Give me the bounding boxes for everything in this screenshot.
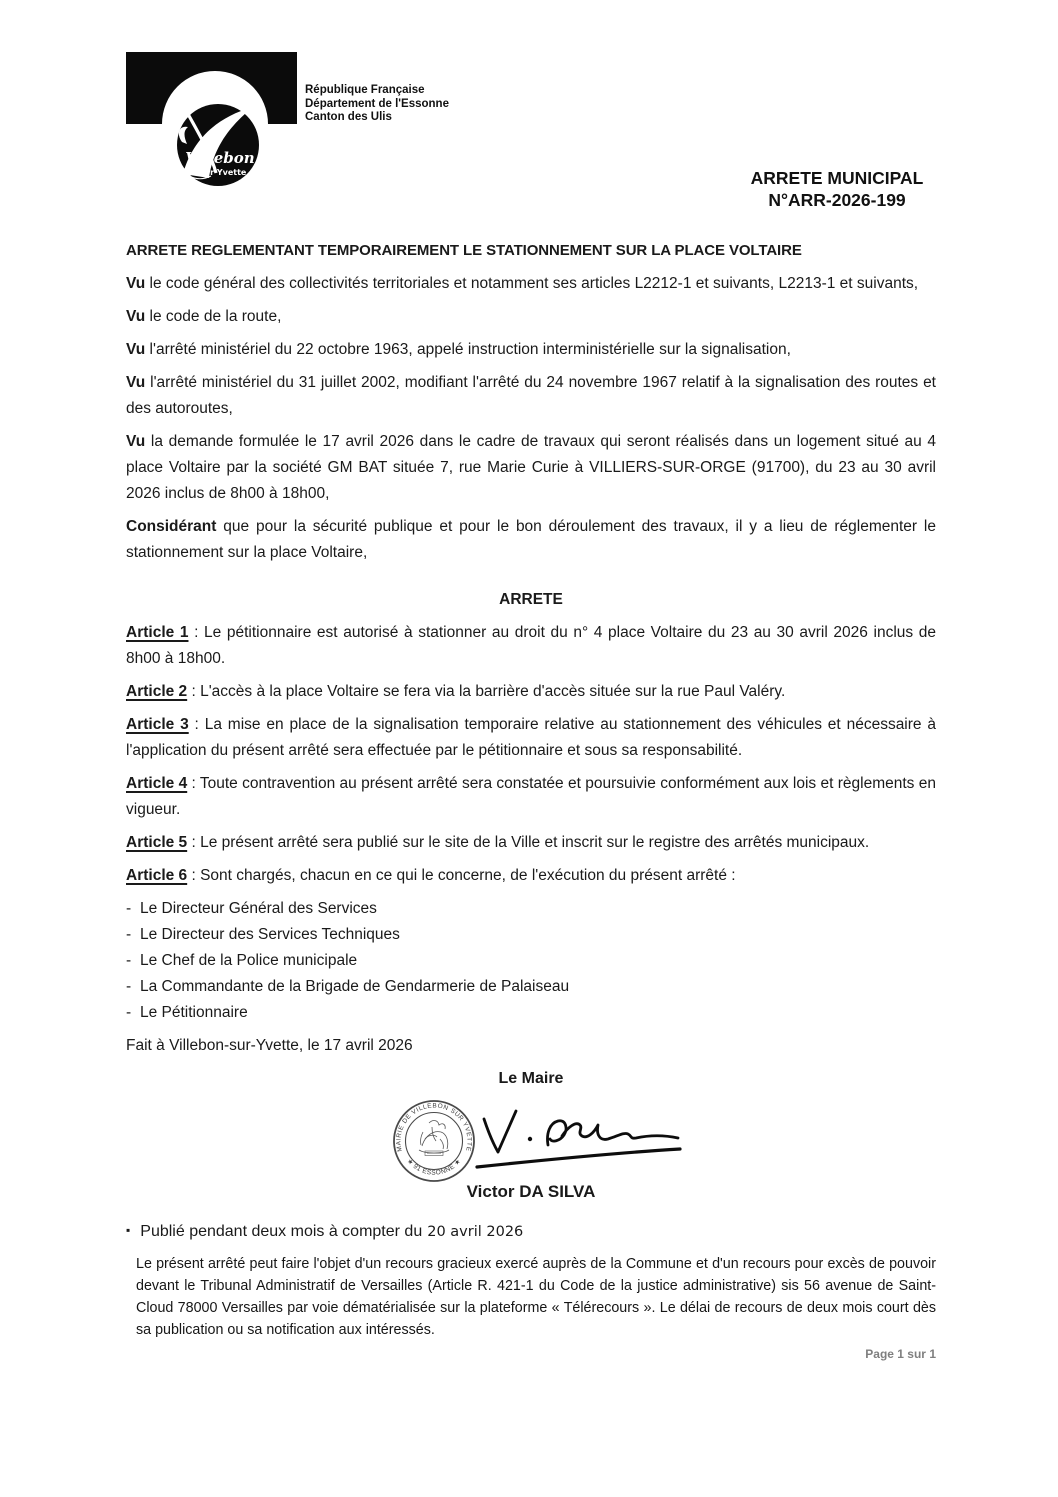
delegate-text: Le Directeur des Services Techniques [140, 926, 400, 943]
list-dash: - [126, 978, 132, 995]
article-1 [126, 620, 936, 672]
recital-text: la demande formulée le 17 avril 2026 dans le cadre de travaux qui seront réalisés dans un logement situé au 4 place Voltaire par la société GM BAT située 7, rue Marie Curie à VILLIERS-SUR-ORGE (91700), du 23 au 30 avril 2026 inclus de 8h00 à 18h00, [126, 433, 936, 502]
recital-lead: Vu [126, 341, 146, 358]
publication-date: 20 avril 2026 [427, 1224, 524, 1240]
mayor-signature [474, 1105, 684, 1177]
publication-text: Publié pendant deux mois à compter du [140, 1223, 423, 1240]
document-body [126, 238, 936, 1369]
recital-text: l'arrêté ministériel du 31 juillet 2002, modifiant l'arrêté du 24 novembre 1967 relatif à la signalisation des routes et des autoroutes, [126, 374, 936, 417]
region-line-departement: Département de l'Essonne [305, 97, 449, 110]
square-bullet-icon: ▪ [126, 1223, 131, 1237]
logo-text-sur-yvette: sur Yvette [199, 168, 247, 177]
recital [126, 370, 936, 422]
article-text: : L'accès à la place Voltaire se fera via la barrière d'accès située sur la rue Paul Valéry. [187, 683, 786, 700]
recital-lead: Vu [126, 374, 146, 391]
recital-lead: Considérant [126, 518, 217, 535]
delegate-item [126, 974, 936, 1000]
region-block [305, 84, 449, 125]
legal-notice: Le présent arrêté peut faire l'objet d'un recours gracieux exercé auprès de la Commune et d'un recours pour excès de pouvoir devant le Tribunal Administratif de Versailles (Article R. 421-1 du Code de la justice administrative) sis 56 avenue de Saint-Cloud 78000 Versailles par voie dématérialisée sur la plateforme « Télérecours ». Le délai de recours de deux mois court dès sa publication ou sa notification aux intéressés. [136, 1256, 936, 1338]
list-dash: - [126, 926, 132, 943]
article-6 [126, 863, 936, 889]
delegate-item [126, 896, 936, 922]
recital-lead: Vu [126, 433, 146, 450]
article-text: : La mise en place de la signalisation temporaire relative au stationnement des véhicules et nécessaire à l'application du présent arrêté sera effectuée par le pétitionnaire et sous sa responsabilité. [126, 716, 936, 759]
article-text: : Sont chargés, chacun en ce qui le concerne, de l'exécution du présent arrêté : [187, 867, 736, 884]
recital-lead: Vu [126, 275, 146, 292]
recital-text: l'arrêté ministériel du 22 octobre 1963, appelé instruction interministérielle sur la signalisation, [145, 341, 791, 358]
doc-number: N°ARR-2026-199 [768, 190, 906, 210]
stamp-figure [419, 1121, 449, 1156]
recital-considerant [126, 514, 936, 566]
article-3 [126, 712, 936, 764]
logo-text-villebon: Villebon [185, 149, 255, 167]
delegate-item [126, 1000, 936, 1026]
region-line-canton: Canton des Ulis [305, 111, 392, 123]
signature-stroke [477, 1111, 680, 1167]
document-title: ARRETE REGLEMENTANT TEMPORAIREMENT LE STATIONNEMENT SUR LA PLACE VOLTAIRE [126, 242, 802, 259]
article-lead: Article 1 [126, 624, 189, 641]
article-text: : Le pétitionnaire est autorisé à stationner au droit du n° 4 place Voltaire du 23 au 30 avril 2026 inclus de 8h00 à 18h00. [126, 624, 936, 667]
recital [126, 337, 936, 363]
article-lead: Article 5 [126, 834, 188, 851]
stamp-bottom-text: ★ 91 ESSONNE ★ [405, 1157, 463, 1177]
recital-text: le code général des collectivités territoriales et notamment ses articles L2212-1 et suivants, L2213-1 et suivants, [145, 275, 919, 292]
article-text: : Le présent arrêté sera publié sur le site de la Ville et inscrit sur le registre des arrêtés municipaux. [187, 834, 870, 851]
mairie-stamp [392, 1099, 476, 1183]
recital [126, 429, 936, 507]
svg-text:MAIRIE DE VILLEBON SUR YVETTE [395, 1102, 472, 1152]
article-text: : Toute contravention au présent arrêté sera constatée et poursuivie conformément aux lois et règlements en vigueur. [126, 775, 936, 818]
place-date: Fait à Villebon-sur-Yvette, le 17 avril 2026 [126, 1037, 413, 1054]
article-4 [126, 771, 936, 823]
region-line-republique: République Française [305, 84, 425, 96]
article-lead: Article 2 [126, 683, 188, 700]
delegate-text: Le Directeur Général des Services [140, 900, 377, 917]
delegate-text: Le Pétitionnaire [140, 1004, 248, 1021]
article-lead: Article 3 [126, 716, 189, 733]
recital-text: le code de la route, [145, 308, 282, 325]
recital [126, 304, 936, 330]
doc-type: ARRETE MUNICIPAL [750, 168, 924, 188]
stamp-top-text: MAIRIE DE VILLEBON SUR YVETTE [395, 1102, 473, 1153]
delegate-item [126, 922, 936, 948]
doc-id-block [677, 167, 997, 211]
list-dash: - [126, 952, 132, 969]
article-lead: Article 6 [126, 867, 188, 884]
recital-lead: Vu [126, 308, 146, 325]
list-dash: - [126, 900, 132, 917]
article-2 [126, 679, 936, 705]
article-5 [126, 830, 936, 856]
publication-line [126, 1219, 936, 1245]
svg-text:★ 91 ESSONNE ★ [405, 1157, 462, 1177]
signatory-name: Victor DA SILVA [466, 1182, 596, 1201]
villebon-logo [121, 52, 303, 192]
delegate-item [126, 948, 936, 974]
signatory-title: Le Maire [498, 1070, 564, 1087]
list-dash: - [126, 1004, 132, 1021]
recital-text: que pour la sécurité publique et pour le bon déroulement des travaux, il y a lieu de réglementer le stationnement sur la place Voltaire, [126, 518, 936, 561]
signature-block [126, 1099, 936, 1183]
delegate-text: La Commandante de la Brigade de Gendarmerie de Palaiseau [140, 978, 570, 995]
delegate-text: Le Chef de la Police municipale [140, 952, 358, 969]
page-indicator: Page 1 sur 1 [865, 1347, 936, 1361]
article-lead: Article 4 [126, 775, 188, 792]
section-heading-arrete: ARRETE [499, 591, 563, 608]
recital [126, 271, 936, 297]
